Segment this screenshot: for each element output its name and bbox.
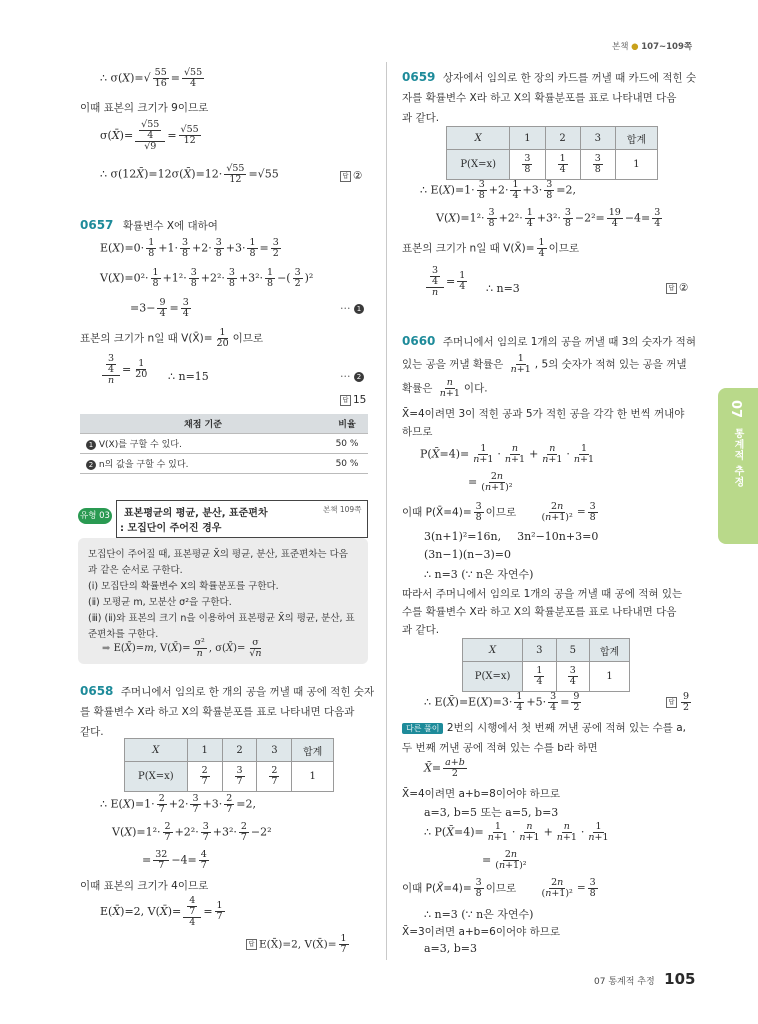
p658-distribution-table [124, 738, 334, 792]
answer-4: 답 ② [666, 282, 688, 294]
p660-eq1: 3(n+1)²=16n, 3n²−10n+3=0 [424, 530, 599, 543]
p660-eq3: (3n−1)(n−3)=0 [424, 548, 511, 561]
p660-then-2: 수를 확률변수 X라 하고 X의 확률분포를 표로 나타내면 다음 [402, 606, 677, 618]
problem-0657-header [80, 218, 218, 233]
p658-result: E(X̄)=2, V(X̄)= $\frac{\frac{4}{7}}{4}$ = $\frac{1}{7}$ [100, 895, 223, 928]
grade-row-2: 2 n의 값을 구할 수 있다. [80, 454, 326, 474]
p659-p1: $\frac{3}{8}$ [510, 150, 545, 180]
p657-vx2: =3− $\frac{9}{4}$ = $\frac{3}{4}$ [130, 297, 189, 319]
answer-icon: 답 [666, 283, 677, 294]
p659-eq: $\frac{\frac{3}{4}}{n}$ = $\frac{1}{4}$ [424, 266, 469, 298]
p657-result: ∴ n=15 [168, 370, 209, 383]
grade-header-criteria: 채점 기준 [80, 414, 326, 434]
p660-p3: $\frac{1}{4}$ [523, 662, 556, 692]
p659-vx: V(X)=1²· $\frac{3}{8}$ +2²· $\frac{1}{4}$ +3²· $\frac{3}{8}$ −2²= $\frac{19}{4}$ −4= $\frac{3}{4}$ [436, 207, 661, 229]
page-header [612, 40, 692, 52]
p657-eq: $\frac{\frac{3}{4}}{n}$ = $\frac{1}{20}$ [100, 354, 151, 386]
p658-p2: $\frac{3}{7}$ [222, 762, 257, 792]
p658-p1: $\frac{2}{7}$ [187, 762, 222, 792]
sigma-text: 이때 표본의 크기가 9이므로 [80, 102, 209, 114]
problem-0659-line-1: 0659 상자에서 임의로 한 장의 카드를 꺼낼 때 카드에 적힌 숫 [402, 70, 697, 84]
grade-header-ratio: 비율 [326, 414, 368, 434]
grade-ratio-2: 50 % [326, 454, 368, 474]
p660-distribution-table [462, 638, 630, 692]
problem-number-0658: 0658 [80, 684, 114, 698]
step-1-icon: 1 [354, 304, 364, 314]
p660-p5: $\frac{3}{4}$ [556, 662, 589, 692]
p657-vx: V(X)=0²· $\frac{1}{8}$ +1²· $\frac{3}{8}$ +2²· $\frac{3}{8}$ +3²· $\frac{1}{8}$ −( $\frac{3}{2}$ )² [100, 267, 314, 289]
alt-solution-label: 다른 풀이 [402, 723, 443, 734]
p658-th-3: 3 [257, 739, 292, 762]
problem-0658-line-3: 같다. [80, 726, 104, 738]
alt-xbar: X̄= $\frac{a+b}{2}$ [424, 757, 465, 779]
p658-total: 1 [292, 762, 334, 792]
p660-then: 이때 P(X̄=4)= $\frac{3}{8}$ 이므로 $\frac{2n}{\text{(n+1)²}}$ = $\frac{3}{8}$ [402, 501, 596, 523]
p660-prob: P(X̄=4)= $\frac{1}{n+1}$ · $\frac{n}{n+1}$ + $\frac{n}{n+1}$ · $\frac{1}{n+1}$ [420, 443, 595, 465]
p657-ex: E(X)=0· $\frac{1}{8}$ +1· $\frac{3}{8}$ +2· $\frac{3}{8}$ +3· $\frac{1}{8}$ = $\frac{3}{2}$ [100, 237, 279, 259]
p660-th-3: 3 [523, 639, 556, 662]
answer-1: 답 ② [340, 170, 362, 182]
type-ref: 본책 109쪽 [323, 505, 362, 514]
header-pages: 107~109쪽 [641, 42, 693, 52]
grade-ratio-1: 50 % [326, 434, 368, 454]
p660-total: 1 [590, 662, 630, 692]
type-title-2: : 모집단이 주어진 경우 [120, 523, 222, 534]
alt-prob2: = $\frac{2n}{\text{(n+1)²}}$ [482, 849, 527, 871]
header-ref: 본책 [612, 42, 629, 52]
answer-icon: 답 [246, 939, 257, 950]
p659-th-1: 1 [510, 127, 545, 150]
p657-text2: 표본의 크기가 n일 때 V(X̄)= $\frac{1}{20}$ 이므로 [80, 327, 264, 349]
p658-ex: ∴ E(X)=1· $\frac{2}{7}$ +2· $\frac{3}{7}$ +3· $\frac{2}{7}$ =2, [100, 793, 256, 815]
grade-row-1: 1 V(X)를 구할 수 있다. [80, 434, 326, 454]
problem-0658-line-2: 를 확률변수 X라 하고 X의 확률분포를 표로 나타내면 다음과 [80, 706, 355, 718]
answer-icon: 답 [666, 697, 677, 708]
tip-line-4: (ⅱ) 모평균 m, 모분산 σ²을 구한다. [88, 597, 232, 608]
tip-box [78, 538, 368, 664]
answer-icon: 답 [340, 395, 351, 406]
p658-th-2: 2 [222, 739, 257, 762]
alt-prob: ∴ P(X̄=4)= $\frac{1}{n+1}$ · $\frac{n}{n+1}$ + $\frac{n}{n+1}$ · $\frac{1}{n+1}$ [424, 821, 609, 843]
page-number: 105 [664, 970, 696, 988]
step-marker-1: ··· 1 [340, 302, 364, 315]
problem-number-0660: 0660 [402, 334, 436, 348]
sigma-eq-2: σ(X̄)= $\frac{\frac{√55}{4}}{√9}$ = $\frac{√55}{12}$ [100, 119, 199, 152]
p659-distribution-table [446, 126, 658, 180]
p660-cond: X̄=4이려면 3이 적힌 공과 5가 적힌 공을 각각 한 번씩 꺼내야 [402, 408, 685, 420]
p660-result: ∴ E(X̄)=E(X)=3· $\frac{1}{4}$ +5· $\frac{3}{4}$ = $\frac{9}{2}$ [424, 691, 580, 713]
p659-result: ∴ n=3 [486, 282, 520, 295]
p658-text: 이때 표본의 크기가 4이므로 [80, 880, 209, 892]
tip-line-6: 준편차를 구한다. [88, 629, 159, 640]
sigma-eq-1: ∴ σ(X)=√ $\frac{55}{16}$ = $\frac{√55}{4}$ [100, 67, 203, 89]
step-1-icon: 1 [86, 440, 96, 450]
p660-th-5: 5 [556, 639, 589, 662]
answer-5: 답 $\frac{9}{2}$ [666, 692, 693, 713]
p660-th-total: 합계 [590, 639, 630, 662]
step-2-icon: 2 [86, 460, 96, 470]
p659-total: 1 [615, 150, 657, 180]
alt-l5: ∴ n=3 (∵ n은 자연수) [424, 908, 534, 921]
problem-0659-line-2: 자를 확률변수 X라 하고 X의 확률분포를 표로 나타내면 다음 [402, 92, 677, 104]
p658-p3: $\frac{2}{7}$ [257, 762, 292, 792]
sigma-eq-3: ∴ σ(12X̄)=12σ(X̄)=12· $\frac{√55}{12}$ =√55 [100, 163, 279, 185]
answer-3: 답 E(X̄)=2, V(X̄)= $\frac{1}{7}$ [246, 934, 351, 955]
problem-0658-line-1: 0658 주머니에서 임의로 한 개의 공을 꺼낼 때 공에 적힌 숫자 [80, 684, 375, 698]
tip-line-5: (ⅲ) (ⅱ)와 표본의 크기 n을 이용하여 표본평균 X̄의 평균, 분산, 표 [88, 613, 355, 624]
p660-cond2: 하므로 [402, 426, 433, 438]
alt-l4: a=3, b=5 또는 a=5, b=3 [424, 806, 559, 819]
problem-0660-line-1: 0660 주머니에서 임의로 1개의 공을 꺼낼 때 3의 숫자가 적혀 [402, 334, 696, 348]
p660-prob2: = $\frac{2n}{\text{(n+1)²}}$ [468, 471, 513, 493]
chapter-tab-number: 07 [728, 400, 743, 419]
tip-line-3: (ⅰ) 모집단의 확률변수 X의 확률분포를 구한다. [88, 581, 279, 592]
alt-l6: X̄=3이려면 a+b=6이어야 하므로 [402, 926, 561, 938]
p660-then-3: 과 같다. [402, 624, 440, 636]
chapter-tab-title: 통계적 추정 [732, 428, 743, 488]
p660-then-1: 따라서 주머니에서 임의로 1개의 공을 꺼낼 때 공에 적혀 있는 [402, 588, 683, 600]
p659-ex: ∴ E(X)=1· $\frac{3}{8}$ +2· $\frac{1}{4}$ +3· $\frac{3}{8}$ =2, [420, 179, 576, 201]
problem-0660-line-2: 있는 공을 꺼낼 확률은 $\frac{1}{n+1}$ , 5의 숫자가 적혀 있는 공을 꺼낼 [402, 353, 687, 375]
p659-p2: $\frac{1}{4}$ [545, 150, 580, 180]
p660-row-label: P(X=x) [463, 662, 523, 692]
p658-th-total: 합계 [292, 739, 334, 762]
tip-line-1: 모집단이 주어질 때, 표본평균 X̄의 평균, 분산, 표준편차는 다음 [88, 549, 348, 560]
header-dot-icon: ● [631, 42, 639, 52]
tip-line-2: 과 같은 순서로 구한다. [88, 565, 183, 576]
p659-th-2: 2 [545, 127, 580, 150]
column-divider [386, 62, 387, 960]
p659-th-x: X [447, 127, 510, 150]
type-title-1: 표본평균의 평균, 분산, 표준편차 [124, 508, 268, 519]
p660-eq4: ∴ n=3 (∵ n은 자연수) [424, 568, 534, 581]
alt-l7: a=3, b=3 [424, 942, 478, 955]
tip-formula: ➡ E(X̄)=m, V(X̄)= $\frac{\text{σ²}}{n}$ , σ(X̄)= $\frac{\sigma}{√n}$ [102, 637, 262, 659]
chapter-side-tab[interactable] [718, 388, 758, 544]
p659-th-3: 3 [580, 127, 615, 150]
problem-0657-intro: 확률변수 X에 대하여 [122, 220, 218, 232]
p659-text: 표본의 크기가 n일 때 V(X̄)= $\frac{1}{4}$ 이므로 [402, 237, 580, 259]
p659-th-total: 합계 [615, 127, 657, 150]
problem-0659-line-3: 과 같다. [402, 112, 440, 124]
step-2-icon: 2 [354, 372, 364, 382]
p658-th-x: X [125, 739, 188, 762]
type-label: 유형 03 [78, 508, 112, 524]
answer-2: 답 15 [340, 394, 366, 406]
p658-row-label: P(X=x) [125, 762, 188, 792]
problem-0660-line-3: 확률은 $\frac{n}{n+1}$ 이다. [402, 377, 488, 399]
alt-solution-line-2: 두 번째 꺼낸 공에 적혀 있는 수를 b라 하면 [402, 742, 598, 754]
p658-vx: V(X)=1²· $\frac{2}{7}$ +2²· $\frac{3}{7}$ +3²· $\frac{2}{7}$ −2² [112, 821, 272, 843]
alt-solution-line-1: 다른 풀이 2번의 시행에서 첫 번째 꺼낸 공에 적혀 있는 수를 a, [402, 720, 686, 735]
problem-number-0657: 0657 [80, 218, 114, 232]
alt-l3: X̄=4이려면 a+b=8이어야 하므로 [402, 788, 561, 800]
p658-vx2: = $\frac{32}{7}$ −4= $\frac{4}{7}$ [142, 849, 207, 871]
p660-th-x: X [463, 639, 523, 662]
footer-chapter: 07 통계적 추정 [594, 977, 655, 987]
problem-number-0659: 0659 [402, 70, 436, 84]
p659-p3: $\frac{3}{8}$ [580, 150, 615, 180]
answer-icon: 답 [340, 171, 351, 182]
p658-th-1: 1 [187, 739, 222, 762]
alt-then: 이때 P(X̄=4)= $\frac{3}{8}$ 이므로 $\frac{2n}{\text{(n+1)²}}$ = $\frac{3}{8}$ [402, 877, 596, 899]
step-marker-2: ··· 2 [340, 370, 364, 383]
page-footer [594, 970, 695, 988]
type-03-box [78, 500, 368, 540]
p659-row-label: P(X=x) [447, 150, 510, 180]
grading-table [80, 414, 368, 474]
